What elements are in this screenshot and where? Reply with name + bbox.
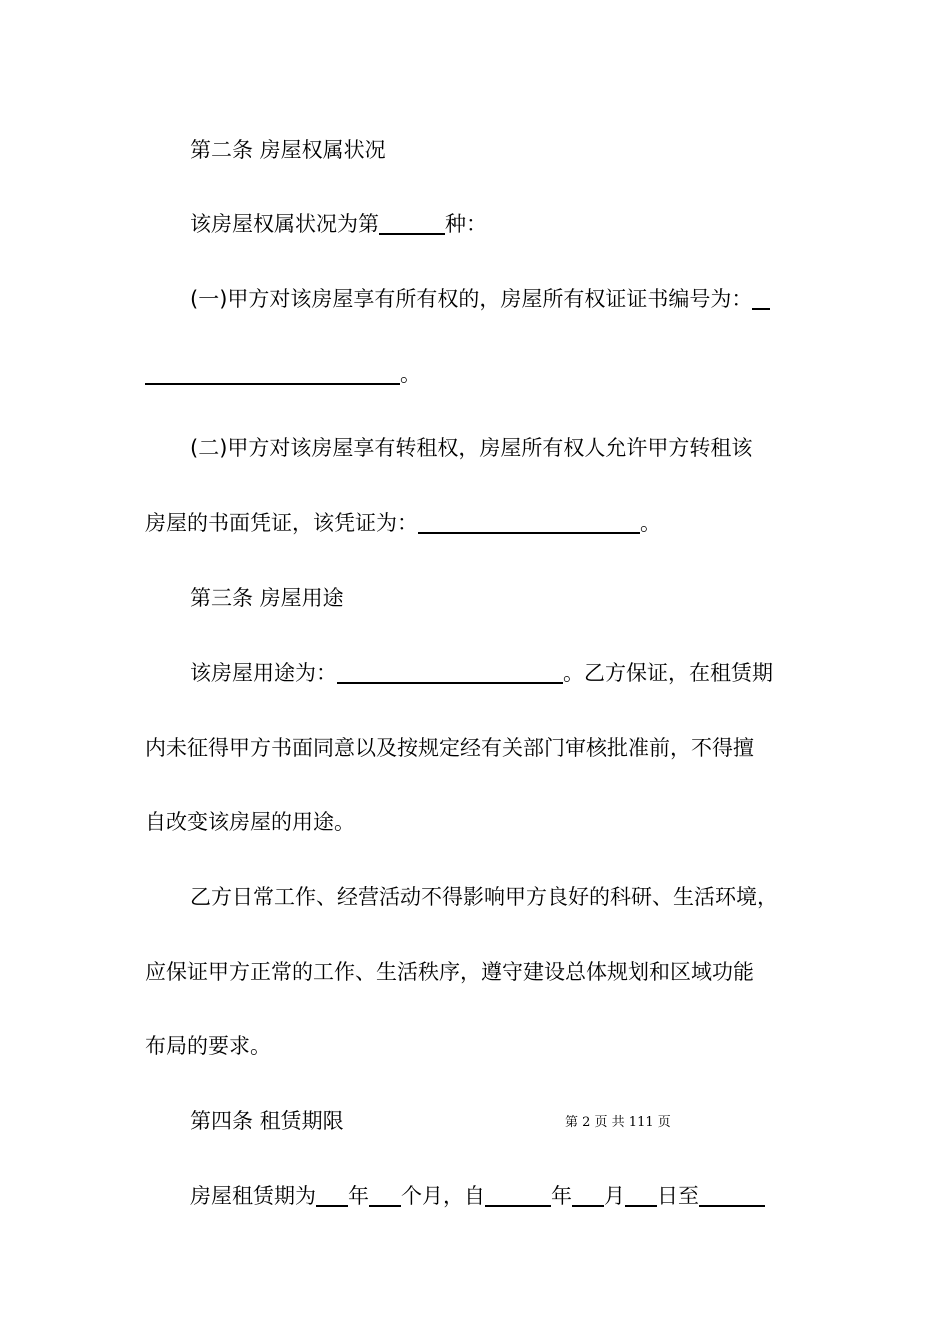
lease-months-blank[interactable] [369, 1183, 401, 1207]
ownership-item-2 [190, 433, 752, 463]
page-footer [565, 1114, 671, 1132]
ownership-item-2-line1: (二)甲方对该房屋享有转租权，房屋所有权人允许甲方转租该 [190, 436, 753, 460]
written-proof-blank[interactable] [418, 510, 640, 534]
lease-year-label: 年 [348, 1184, 369, 1208]
ownership-item-1 [190, 284, 770, 314]
ownership-item-2-continued [145, 508, 661, 538]
conduct-paragraph-line2 [145, 957, 754, 987]
ownership-status-line [190, 209, 487, 239]
page-number: 第 2 页 共 111 页 [565, 1115, 671, 1130]
usage-line-3 [145, 807, 355, 837]
certificate-number-blank-start[interactable] [752, 286, 770, 310]
start-day-to-label: 日至 [657, 1184, 699, 1208]
conduct-paragraph-line1 [190, 882, 778, 912]
start-month-label: 月 [604, 1184, 625, 1208]
end-year-blank[interactable] [699, 1183, 765, 1207]
article-3-heading-text: 第三条 房屋用途 [190, 586, 344, 610]
conduct-line2-text: 应保证甲方正常的工作、生活秩序，遵守建设总体规划和区域功能 [145, 960, 754, 984]
start-year-label: 年 [551, 1184, 572, 1208]
ownership-item-2-line2: 房屋的书面凭证，该凭证为： [145, 511, 418, 535]
article-4-heading [190, 1106, 344, 1136]
ownership-type-blank[interactable] [379, 211, 445, 235]
start-year-blank[interactable] [485, 1183, 551, 1207]
article-4-heading-text: 第四条 租赁期限 [190, 1109, 344, 1133]
usage-line-2-text: 内未征得甲方书面同意以及按规定经有关部门审核批准前，不得擅 [145, 736, 754, 760]
lease-month-label: 个月，自 [401, 1184, 485, 1208]
article-2-heading [190, 135, 386, 165]
ownership-item-1-end: 。 [400, 362, 421, 386]
start-day-blank[interactable] [625, 1183, 657, 1207]
conduct-paragraph-line3 [145, 1031, 271, 1061]
usage-blank[interactable] [337, 660, 563, 684]
article-3-heading [190, 583, 344, 613]
conduct-line3-text: 布局的要求。 [145, 1034, 271, 1058]
lease-term-prefix: 房屋租赁期为 [190, 1184, 316, 1208]
ownership-item-1-text: (一)甲方对该房屋享有所有权的，房屋所有权证证书编号为： [190, 287, 753, 311]
lease-years-blank[interactable] [316, 1183, 348, 1207]
ownership-status-suffix: 种： [445, 212, 487, 236]
article-2-heading-text: 第二条 房屋权属状况 [190, 138, 386, 162]
certificate-number-blank[interactable] [145, 361, 400, 385]
lease-term-line [190, 1181, 765, 1211]
ownership-status-prefix: 该房屋权属状况为第 [190, 212, 379, 236]
conduct-line1-text: 乙方日常工作、经营活动不得影响甲方良好的科研、生活环境， [190, 885, 778, 909]
usage-suffix: 。乙方保证，在租赁期 [563, 661, 773, 685]
usage-prefix: 该房屋用途为： [190, 661, 337, 685]
usage-line-3-text: 自改变该房屋的用途。 [145, 810, 355, 834]
ownership-item-2-end: 。 [640, 511, 661, 535]
usage-line [190, 658, 773, 688]
ownership-item-1-continued [145, 359, 421, 389]
start-month-blank[interactable] [572, 1183, 604, 1207]
usage-line-2 [145, 733, 754, 763]
